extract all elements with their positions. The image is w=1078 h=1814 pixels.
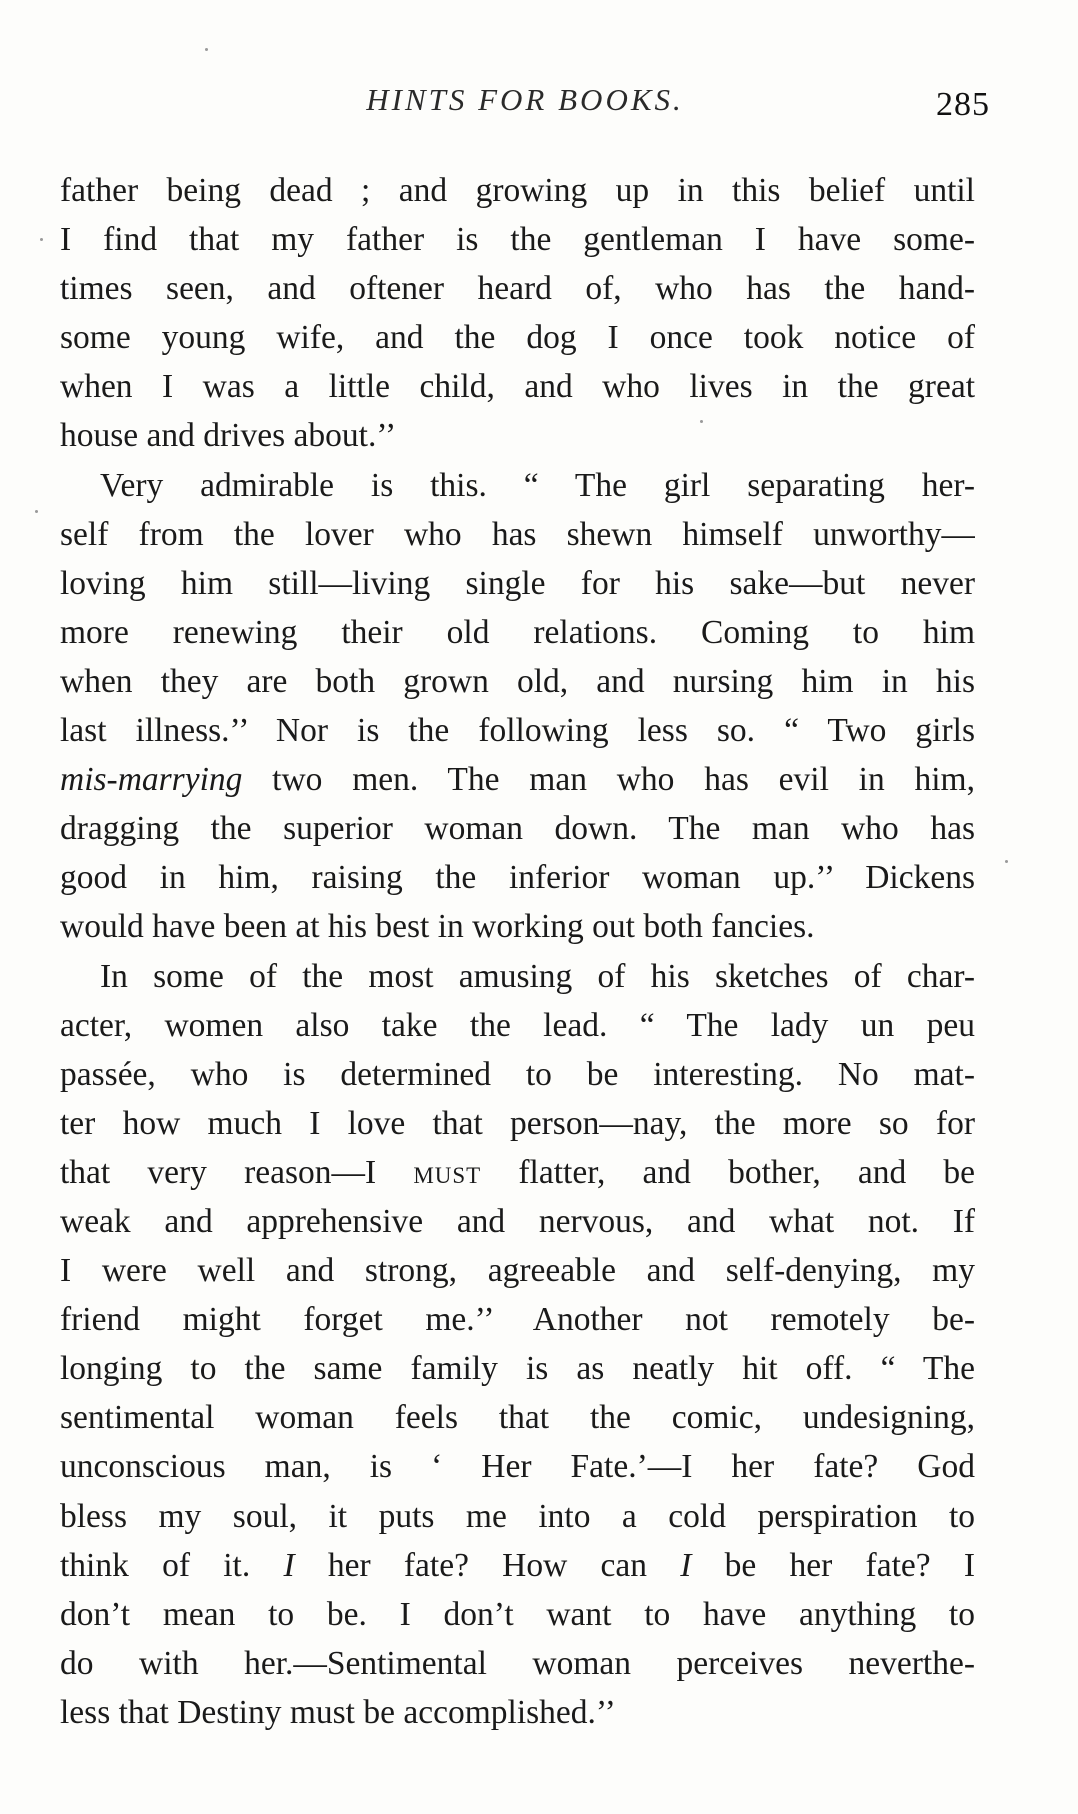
italic-word: I	[283, 1546, 295, 1584]
text-line: when they are both grown old, and nursing him in his	[60, 662, 975, 700]
text-line: weak and apprehensive and nervous, and what not. If	[60, 1202, 975, 1240]
text-line: ter how much I love that person—nay, the more so for	[60, 1104, 975, 1142]
page-number: 285	[936, 86, 990, 123]
scan-speck	[700, 420, 703, 423]
text-line: that very reason—I must flatter, and bother, and be	[60, 1153, 975, 1191]
text-line: sentimental woman feels that the comic, undesigning,	[60, 1399, 975, 1437]
text-line: last illness.’’ Nor is the following less so. “ Two girls	[60, 712, 975, 750]
text-line: would have been at his best in working out both fancies.	[60, 908, 815, 946]
text-line: house and drives about.’’	[60, 417, 397, 455]
text-line: friend might forget me.’’ Another not remotely be-	[60, 1301, 975, 1339]
text-line: do with her.—Sentimental woman perceives neverthe-	[60, 1644, 975, 1682]
text-line: think of it. I her fate? How can I be her fate? I	[60, 1546, 975, 1584]
text-line: don’t mean to be. I don’t want to have anything to	[60, 1595, 975, 1633]
body-text	[60, 166, 975, 1737]
scan-speck	[40, 238, 43, 241]
text-line: when I was a little child, and who lives in the great	[60, 368, 975, 406]
text-line: dragging the superior woman down. The man who has	[60, 810, 975, 848]
text-line: self from the lover who has shewn himself unworthy—	[60, 515, 975, 553]
scan-speck	[205, 48, 208, 51]
text-line: good in him, raising the inferior woman up.’’ Dickens	[60, 859, 975, 897]
text-line: more renewing their old relations. Coming to him	[60, 613, 975, 651]
text-line: father being dead ; and growing up in this belief until	[60, 172, 975, 209]
italic-phrase: mis-marrying	[60, 761, 243, 799]
running-title: HINTS FOR BOOKS.	[366, 82, 684, 117]
text-line: loving him still—living single for his sake—but never	[60, 564, 975, 602]
scan-speck	[35, 510, 38, 513]
text-line: unconscious man, is ‘ Her Fate.’—I her fate? God	[60, 1448, 975, 1486]
text-line: mis-marrying two men. The man who has evil in him,	[60, 761, 975, 799]
italic-word: I	[680, 1546, 692, 1584]
text-line: Very admirable is this. “ The girl separating her-	[100, 466, 975, 504]
text-line: times seen, and oftener heard of, who has the hand-	[60, 270, 975, 308]
text-line: acter, women also take the lead. “ The lady un peu	[60, 1006, 975, 1044]
text-line: longing to the same family is as neatly hit off. “ The	[60, 1350, 975, 1388]
text-line: bless my soul, it puts me into a cold perspiration to	[60, 1497, 975, 1535]
scan-speck	[1005, 860, 1008, 863]
text-line: I find that my father is the gentleman I have some-	[60, 221, 975, 259]
text-line: In some of the most amusing of his sketches of char-	[100, 957, 975, 995]
text-line: I were well and strong, agreeable and self-denying, my	[60, 1252, 975, 1290]
text-line: some young wife, and the dog I once took notice of	[60, 319, 975, 357]
running-head	[60, 82, 990, 132]
text-line: less that Destiny must be accomplished.’’	[60, 1693, 616, 1731]
small-caps-word: must	[413, 1153, 482, 1191]
text-line: passée, who is determined to be interesting. No mat-	[60, 1055, 975, 1093]
